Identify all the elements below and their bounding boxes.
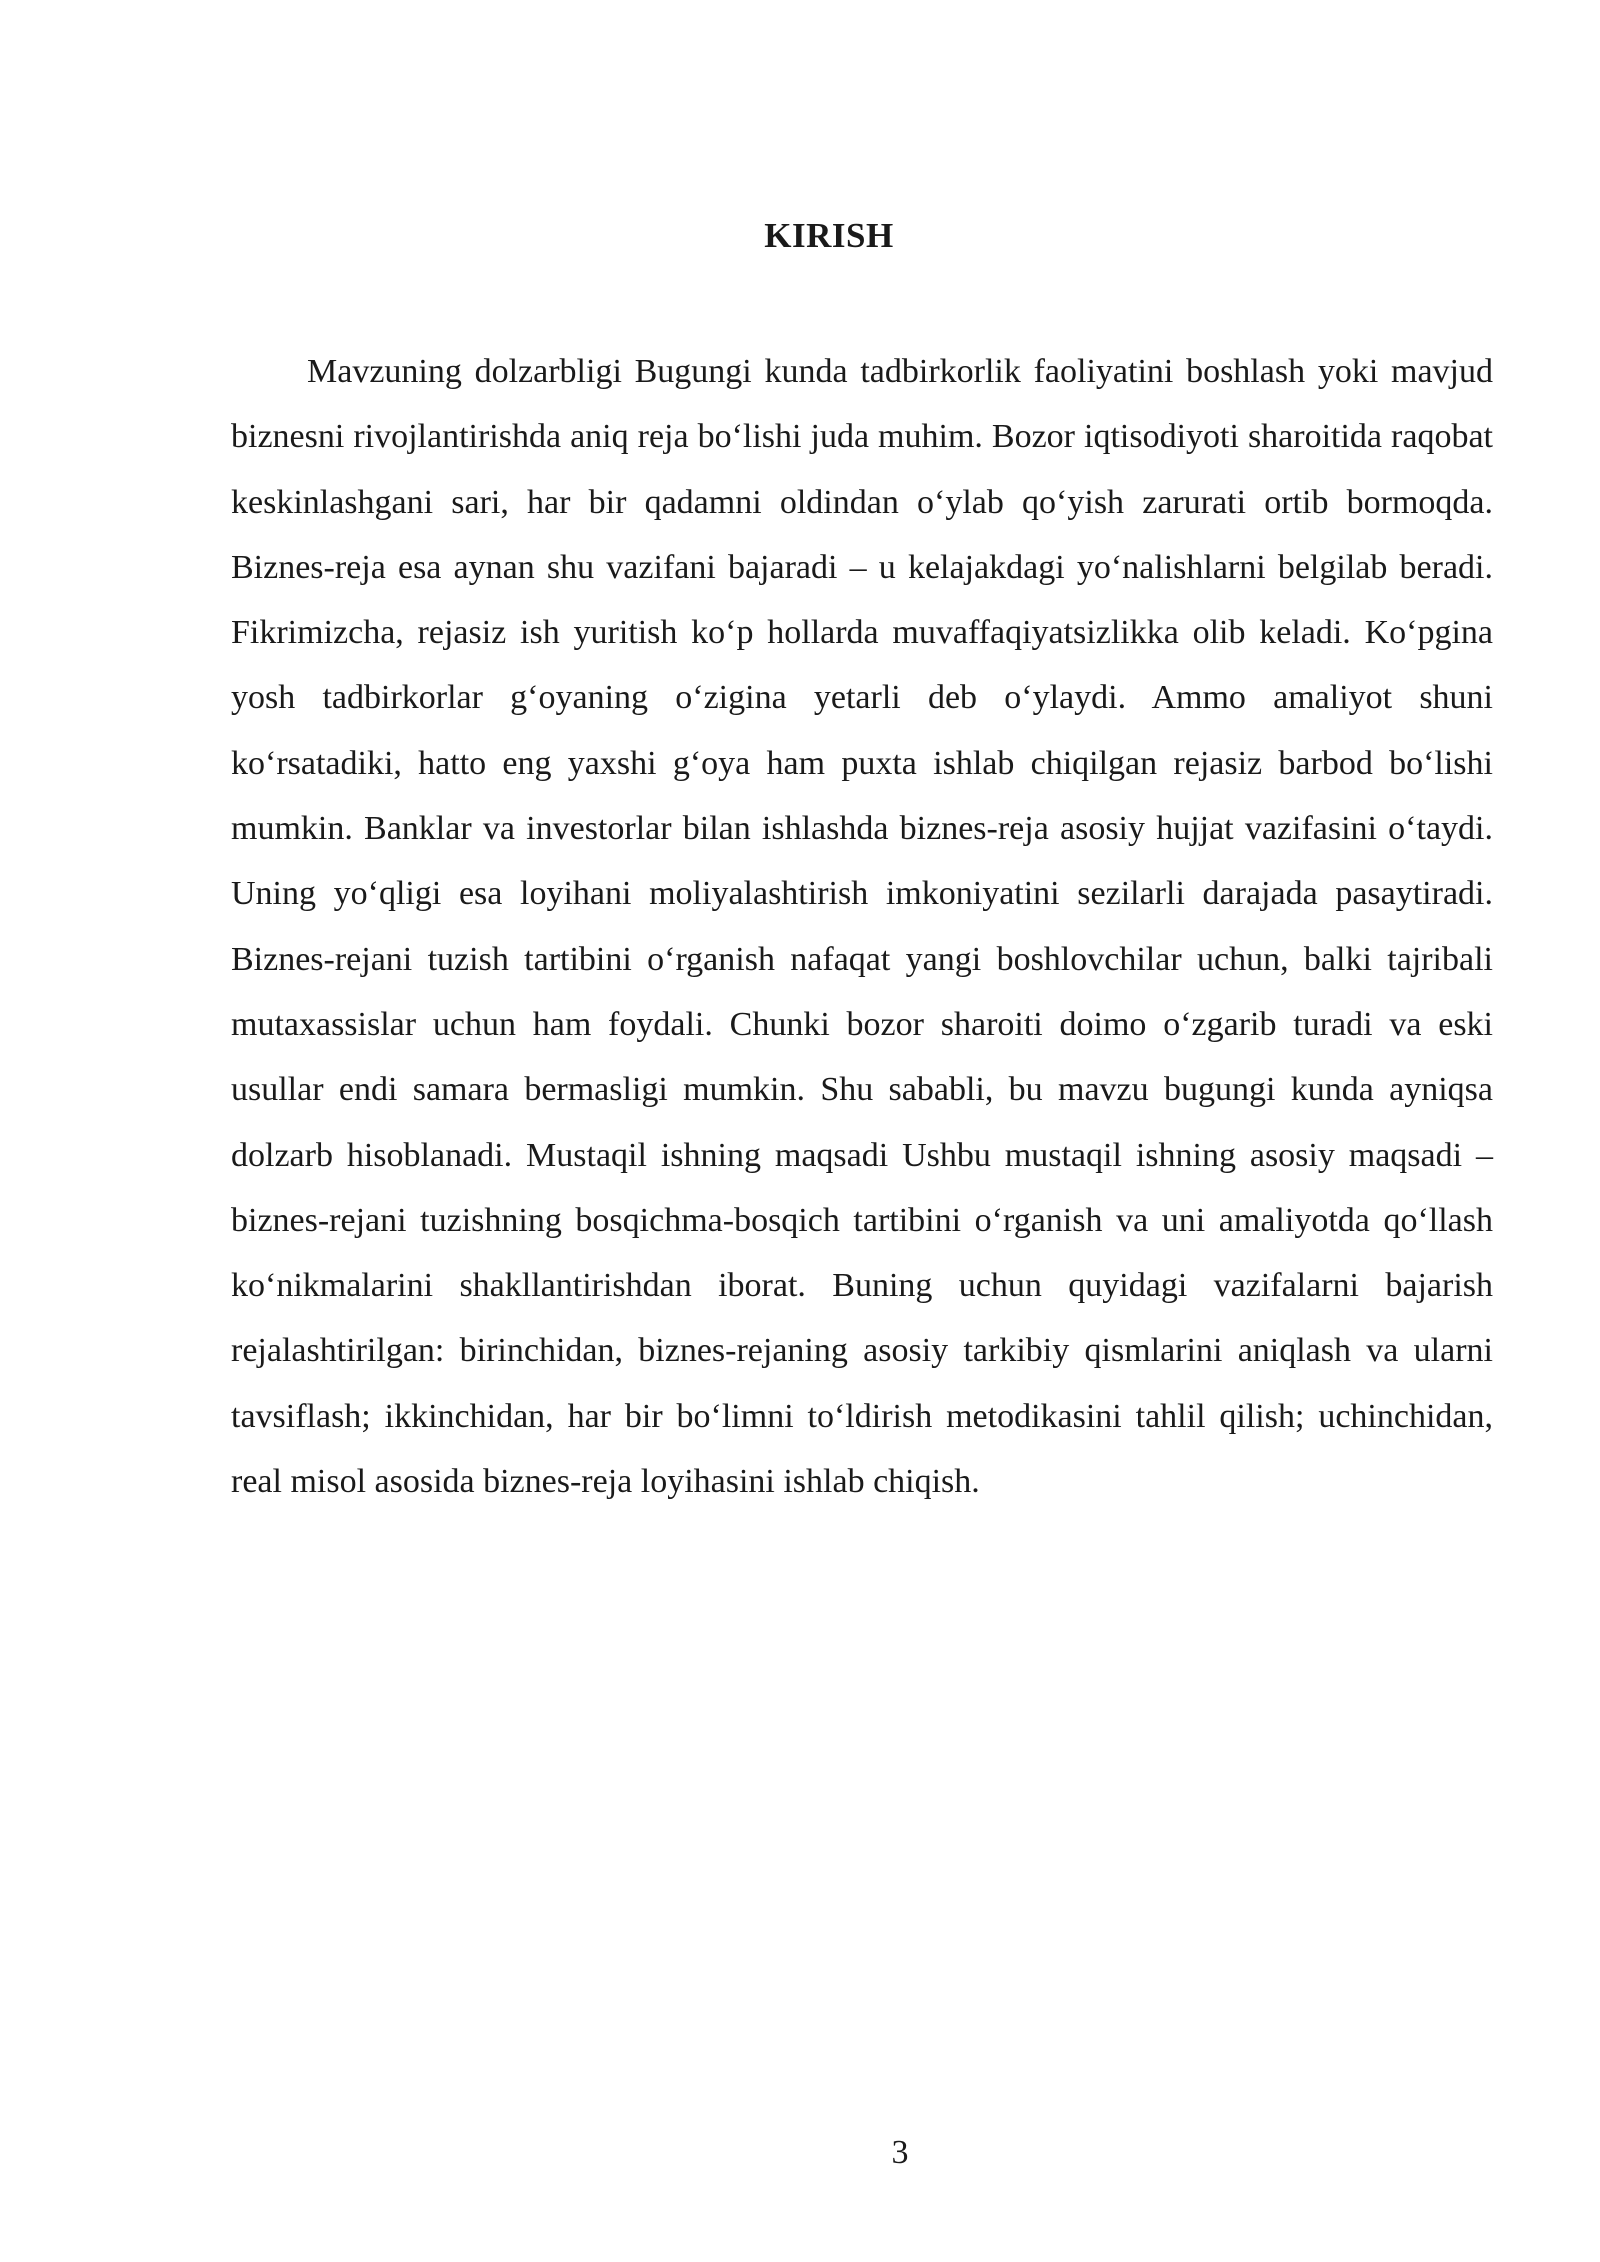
page-number: 3 [891, 2134, 909, 2171]
section-heading: KIRISH [764, 216, 894, 255]
body-paragraph: Mavzuning dolzarbligi Bugungi kunda tadbirkorlik faoliyatini boshlash yoki mavjud biznesni rivojlantirishda aniq reja bo‘lishi juda muhim. Bozor iqtisodiyoti sharoitida raqobat keskinlashgani sari, har bir qadamni oldindan o‘ylab qo‘yish zarurati ortib bormoqda. Biznes-reja esa aynan shu vazifani bajaradi – u kelajakdagi yo‘nalishlarni belgilab beradi. Fikrimizcha, rejasiz ish yuritish ko‘p hollarda muvaffaqiyatsizlikka olib keladi. Ko‘pgina yosh tadbirkorlar g‘oyaning o‘zigina yetarli deb o‘ylaydi. Ammo amaliyot shuni ko‘rsatadiki, hatto eng yaxshi g‘oya ham puxta ishlab chiqilgan rejasiz barbod bo‘lishi mumkin. Banklar va investorlar bilan ishlashda biznes-reja asosiy hujjat vazifasini o‘taydi. Uning yo‘qligi esa loyihani moliyalashtirish imkoniyatini sezilarli darajada pasaytiradi. Biznes-rejani tuzish tartibini o‘rganish nafaqat yangi boshlovchilar uchun, balki tajribali mutaxassislar uchun ham foydali. Chunki bozor sharoiti doimo o‘zgarib turadi va eski usullar endi samara bermasligi mumkin. Shu sababli, bu mavzu bugungi kunda ayniqsa dolzarb hisoblanadi. Mustaqil ishning maqsadi Ushbu mustaqil ishning asosiy maqsadi – biznes-rejani tuzishning bosqichma-bosqich tartibini o‘rganish va uni amaliyotda qo‘llash ko‘nikmalarini shakllantirishdan iborat. Buning uchun quyidagi vazifalarni bajarish rejalashtirilgan: birinchidan, biznes-rejaning asosiy tarkibiy qismlarini aniqlash va ularni tavsiflash; ikkinchidan, har bir bo‘limni to‘ldirish metodikasini tahlil qilish; uchinchidan, real misol asosida biznes-reja loyihasini ishlab chiqish. [231, 353, 1493, 1501]
